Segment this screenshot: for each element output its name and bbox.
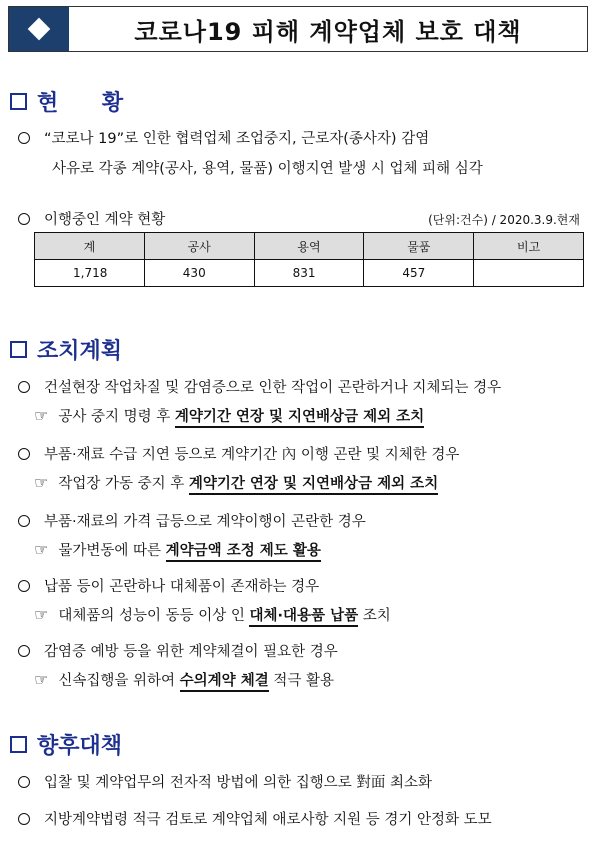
table-cell: 457 [364, 260, 474, 287]
table-header-cell: 공사 [144, 233, 254, 260]
pointing-hand-icon: ☞ [34, 605, 49, 624]
section-future-header [10, 729, 122, 760]
plan-action-emphasis: 계약기간 연장 및 지연배상금 제외 조치 [175, 409, 424, 428]
title-diamond-cell [9, 7, 69, 51]
plan-action-2 [34, 472, 438, 493]
plan-condition-1 [18, 376, 501, 397]
diamond-icon [28, 18, 51, 41]
plan-condition-3 [18, 510, 366, 531]
circle-bullet-icon [18, 515, 30, 527]
plan-action-4 [34, 604, 391, 625]
contract-status-table [34, 232, 584, 287]
table-cell: 430 [144, 260, 254, 287]
table-row [35, 260, 584, 287]
section-future-label: 향후대책 [37, 734, 123, 759]
section-status-label: 현 황 [37, 91, 142, 116]
plan-action-5 [34, 669, 334, 690]
plan-action-text: 작업장 가동 중지 후 [58, 476, 189, 492]
table-header-row [35, 233, 584, 260]
circle-bullet-icon [18, 213, 30, 225]
table-cell [474, 260, 584, 287]
plan-action-suffix: 적극 활용 [268, 673, 334, 689]
plan-condition-text: 건설현장 작업차질 및 감염증으로 인한 작업이 곤란하거나 지체되는 경우 [44, 380, 502, 396]
future-item-text: 지방계약법령 적극 검토로 계약업체 애로사항 지원 등 경기 안정화 도모 [44, 812, 492, 828]
status-bullet-2-text: 이행중인 계약 현황 [44, 212, 166, 228]
plan-action-text: 대체품의 성능이 동등 이상 인 [58, 608, 250, 624]
plan-action-text: 신속집행을 위하여 [58, 673, 180, 689]
plan-action-text: 물가변동에 따른 [58, 543, 166, 559]
section-status-header [10, 86, 141, 117]
plan-action-suffix: 조치 [358, 608, 391, 624]
future-item-1 [18, 771, 432, 792]
table-header-cell: 비고 [474, 233, 584, 260]
plan-action-emphasis: 계약기간 연장 및 지연배상금 제외 조치 [189, 476, 438, 495]
circle-bullet-icon [18, 580, 30, 592]
plan-action-emphasis: 수의계약 체결 [180, 673, 269, 692]
table-cell: 1,718 [35, 260, 145, 287]
circle-bullet-icon [18, 776, 30, 788]
plan-condition-4 [18, 575, 319, 596]
pointing-hand-icon: ☞ [34, 473, 49, 492]
plan-action-3 [34, 539, 321, 560]
future-item-text: 입찰 및 계약업무의 전자적 방법에 의한 집행으로 對面 최소화 [44, 775, 433, 791]
unit-note: (단위:건수) / 2020.3.9.현재 [428, 213, 580, 227]
future-item-2 [18, 808, 492, 829]
plan-action-1 [34, 405, 424, 426]
section-plan-header [10, 334, 122, 365]
plan-action-emphasis: 계약금액 조정 제도 활용 [166, 543, 321, 562]
circle-bullet-icon [18, 813, 30, 825]
circle-bullet-icon [18, 381, 30, 393]
checkbox-square-icon [10, 93, 27, 110]
status-bullet-1 [18, 127, 429, 148]
title-banner [8, 6, 588, 52]
plan-condition-text: 부품·재료 수급 지연 등으로 계약기간 內 이행 곤란 및 지체한 경우 [44, 447, 460, 463]
plan-condition-text: 부품·재료의 가격 급등으로 계약이행이 곤란한 경우 [44, 514, 366, 530]
circle-bullet-icon [18, 132, 30, 144]
pointing-hand-icon: ☞ [34, 406, 49, 425]
plan-condition-text: 납품 등이 곤란하나 대체품이 존재하는 경우 [44, 579, 320, 595]
plan-condition-2 [18, 443, 459, 464]
table-header-cell: 용역 [254, 233, 364, 260]
circle-bullet-icon [18, 645, 30, 657]
pointing-hand-icon: ☞ [34, 540, 49, 559]
status-bullet-1-text: “코로나 19”로 인한 협력업체 조업중지, 근로자(종사자) 감염 [44, 131, 430, 147]
section-plan-label: 조치계획 [37, 339, 123, 364]
table-header-cell: 물품 [364, 233, 474, 260]
plan-condition-text: 감염증 예방 등을 위한 계약체결이 필요한 경우 [44, 644, 338, 660]
table-cell: 831 [254, 260, 364, 287]
plan-action-emphasis: 대체·대용품 납품 [249, 608, 358, 627]
table-header-cell: 계 [35, 233, 145, 260]
status-bullet-2 [18, 208, 165, 229]
page-title: 코로나19 피해 계약업체 보호 대책 [134, 17, 522, 46]
status-bullet-1-continued: 사유로 각종 계약(공사, 용역, 물품) 이행지연 발생 시 업체 피해 심각 [52, 161, 483, 177]
checkbox-square-icon [10, 341, 27, 358]
pointing-hand-icon: ☞ [34, 670, 49, 689]
plan-action-text: 공사 중지 명령 후 [58, 409, 175, 425]
plan-condition-5 [18, 640, 338, 661]
checkbox-square-icon [10, 736, 27, 753]
circle-bullet-icon [18, 448, 30, 460]
